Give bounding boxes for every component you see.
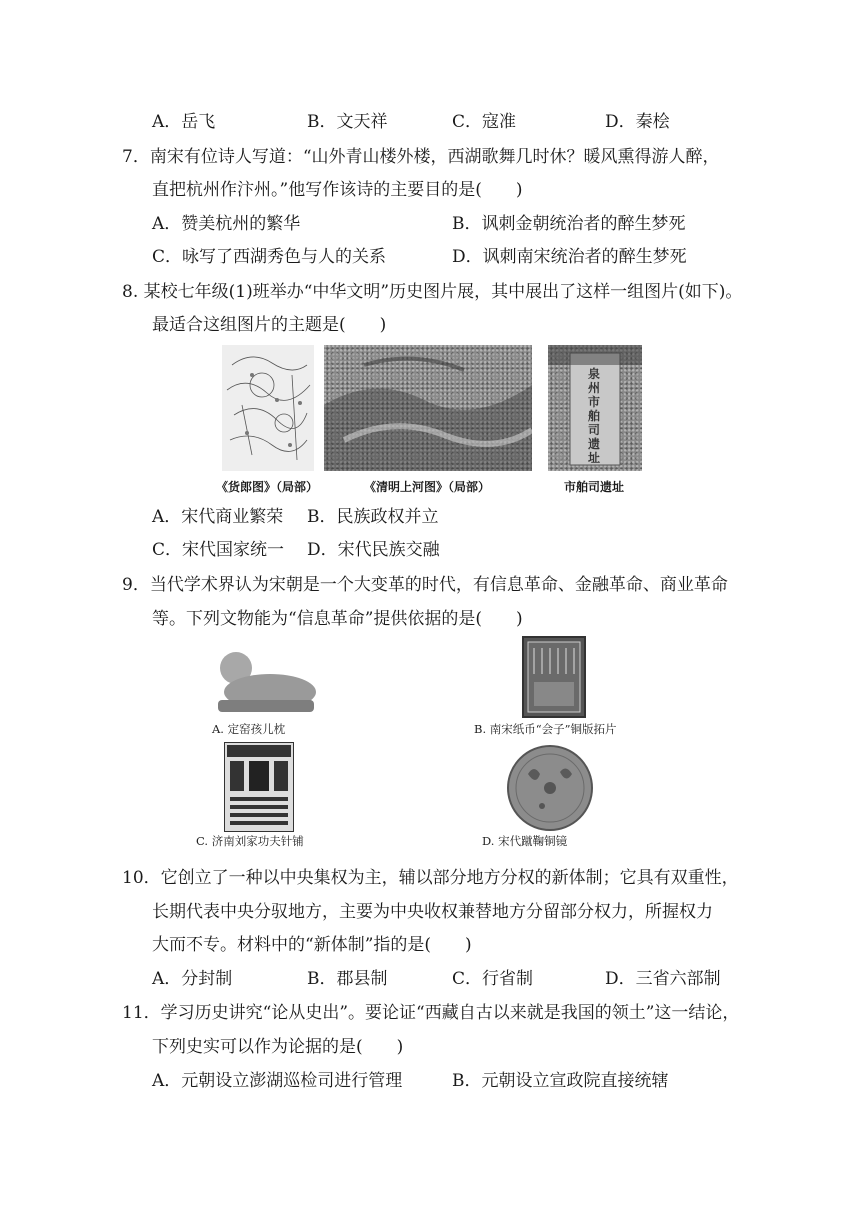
q8-option-b: B．民族政权并立 bbox=[307, 507, 439, 527]
q9-stem-line1: 9．当代学术界认为宋朝是一个大变革的时代，有信息革命、金融革命、商业革命 bbox=[122, 575, 728, 595]
stele-inscription: 泉州市舶司遗址 bbox=[588, 367, 601, 465]
caption-huolang-tu: 《货郎图》（局部） bbox=[216, 480, 319, 494]
q10-stem-line1: 10．它创立了一种以中央集权为主，辅以部分地方分权的新体制；它具有双重性， bbox=[122, 868, 739, 888]
liu-family-needle-shop-ad-image bbox=[224, 742, 294, 832]
caption-needle-shop: C. 济南刘家功夫针铺 bbox=[196, 834, 304, 848]
caption-shibosi-site: 市舶司遗址 bbox=[564, 480, 625, 494]
caption-huizi-rubbing: B. 南宋纸币“会子”铜版拓片 bbox=[474, 722, 617, 736]
q7-stem-line2: 直把杭州作汴州。”他写作该诗的主要目的是( ) bbox=[152, 180, 523, 200]
q6-option-c: C．寇准 bbox=[452, 112, 517, 132]
q8-option-a: A．宋代商业繁荣 bbox=[152, 507, 284, 527]
q11-stem-line2: 下列史实可以作为论据的是( ) bbox=[152, 1037, 404, 1057]
q6-option-a: A．岳飞 bbox=[152, 112, 216, 132]
q8-option-d: D．宋代民族交融 bbox=[307, 540, 440, 560]
q10-option-c: C．行省制 bbox=[452, 969, 534, 989]
q6-option-d: D．秦桧 bbox=[605, 112, 670, 132]
q7-stem-line1: 7．南宋有位诗人写道：“山外青山楼外楼，西湖歌舞几时休？暖风熏得游人醉， bbox=[122, 147, 720, 167]
caption-qingming-shanghe-tu: 《清明上河图》（局部） bbox=[364, 480, 491, 494]
q6-option-b: B．文天祥 bbox=[307, 112, 388, 132]
caption-cuju-mirror: D. 宋代蹴鞠铜镜 bbox=[482, 834, 568, 848]
q7-option-b: B．讽刺金朝统治者的醉生梦死 bbox=[452, 214, 686, 234]
q10-stem-line2: 长期代表中央分驭地方，主要为中央收权兼替地方分留部分权力，所握权力 bbox=[152, 902, 713, 922]
q7-option-a: A．赞美杭州的繁华 bbox=[152, 214, 301, 234]
q7-option-d: D．讽刺南宋统治者的醉生梦死 bbox=[452, 247, 687, 267]
q11-option-a: A．元朝设立澎湖巡检司进行管理 bbox=[152, 1071, 403, 1091]
q8-option-c: C．宋代国家统一 bbox=[152, 540, 285, 560]
ding-kiln-child-pillow-image bbox=[206, 648, 318, 716]
q8-stem-line1: 8. 某校七年级(1)班举办“中华文明”历史图片展，其中展出了这样一组图片(如下)。 bbox=[122, 282, 743, 302]
q11-stem-line1: 11．学习历史讲究“论从史出”。要论证“西藏自古以来就是我国的领土”这一结论， bbox=[122, 1003, 740, 1023]
q10-option-a: A．分封制 bbox=[152, 969, 233, 989]
q10-option-b: B．郡县制 bbox=[307, 969, 388, 989]
cuju-bronze-mirror-image bbox=[506, 744, 594, 832]
huolang-tu-image bbox=[222, 345, 314, 471]
q9-stem-line2: 等。下列文物能为“信息革命”提供依据的是( ) bbox=[152, 609, 523, 629]
q11-option-b: B．元朝设立宣政院直接统辖 bbox=[452, 1071, 669, 1091]
q7-option-c: C．咏写了西湖秀色与人的关系 bbox=[152, 247, 387, 267]
q10-option-d: D．三省六部制 bbox=[605, 969, 721, 989]
shibosi-site-image bbox=[548, 345, 642, 471]
q10-stem-line3: 大而不专。材料中的“新体制”指的是( ) bbox=[152, 935, 472, 955]
caption-ding-kiln-pillow: A. 定窑孩儿枕 bbox=[212, 722, 286, 736]
huizi-banknote-rubbing-image bbox=[522, 636, 586, 718]
q8-stem-line2: 最适合这组图片的主题是( ) bbox=[152, 315, 387, 335]
qingming-shanghe-tu-image bbox=[324, 345, 532, 471]
